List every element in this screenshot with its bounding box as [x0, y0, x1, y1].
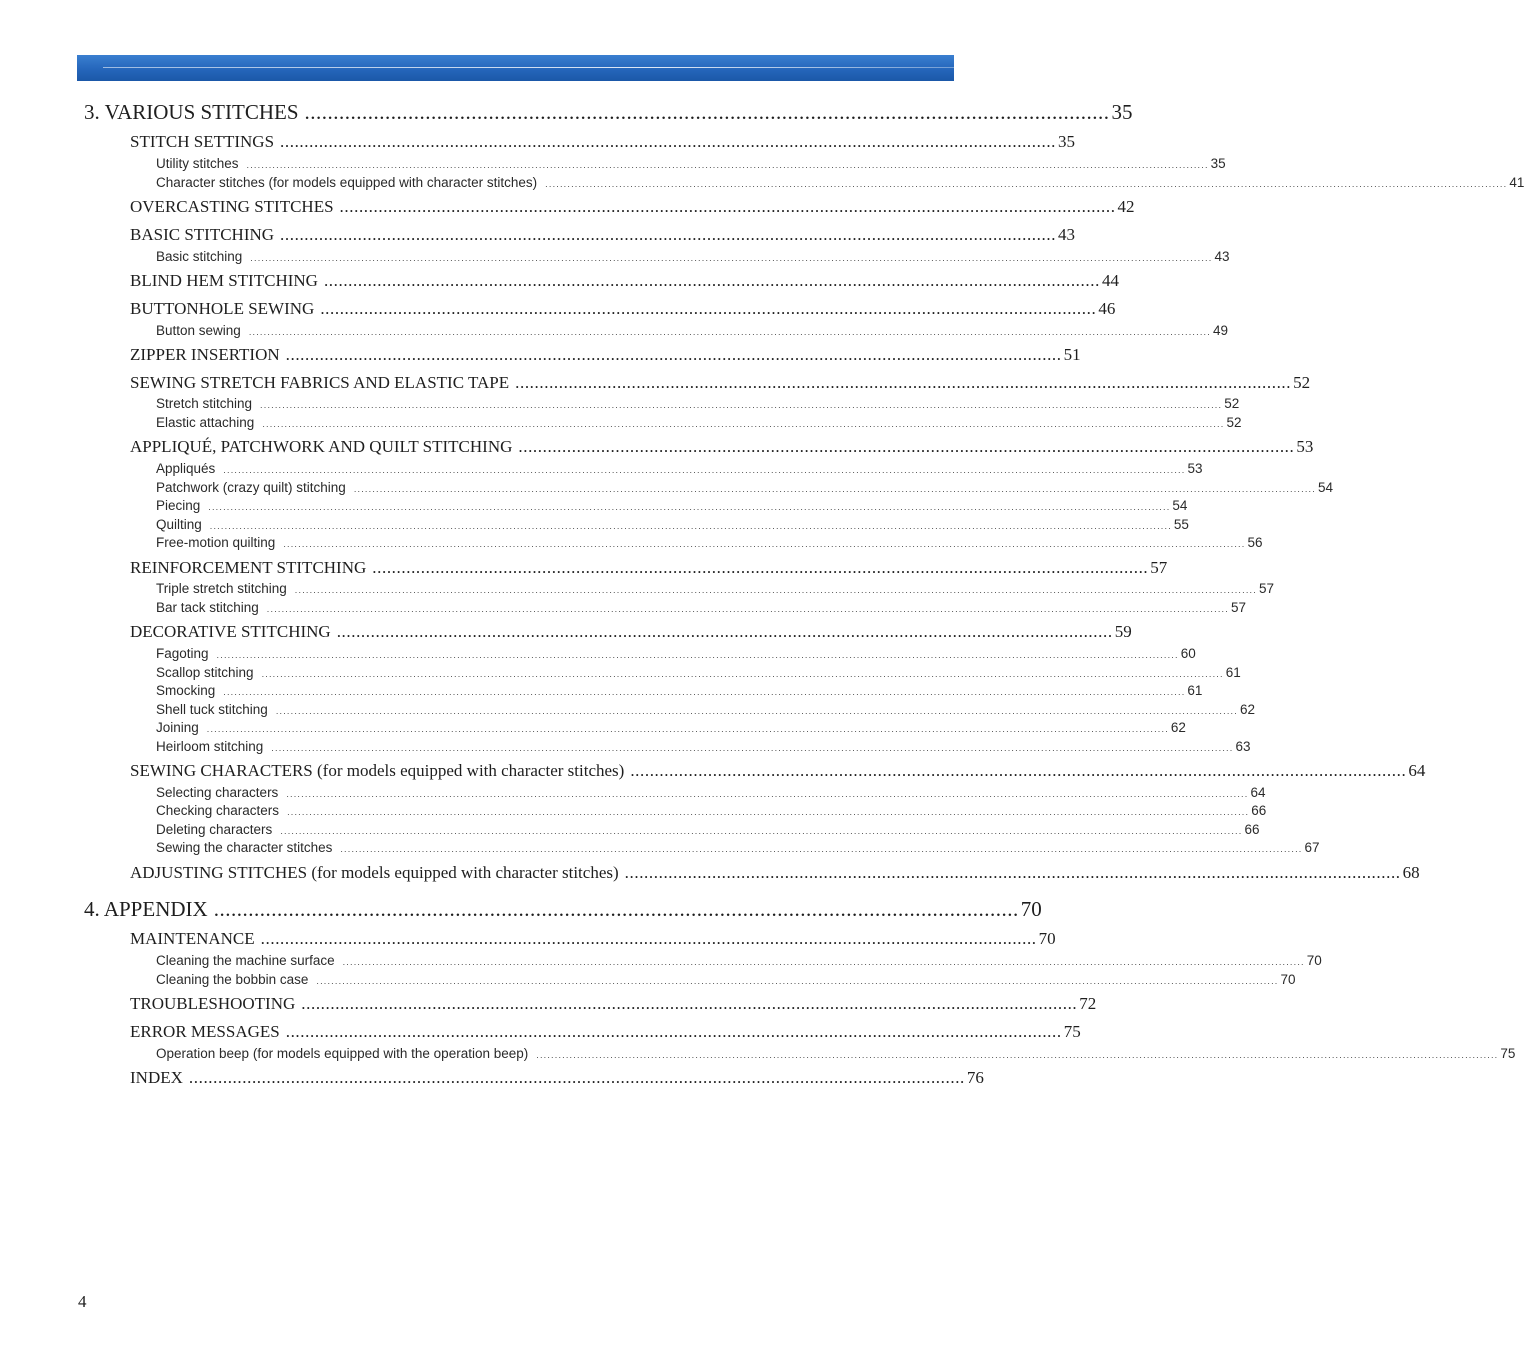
toc-entry-title: Utility stitches: [156, 156, 239, 171]
dot-leader: ....................................................................................................................................................................................................................................................................: [342, 957, 1305, 967]
toc-entry-title: Operation beep (for models equipped with the operation beep): [156, 1046, 529, 1061]
toc-entry-title: Cleaning the bobbin case: [156, 972, 309, 987]
dot-leader: ................................................................................................................................................................: [515, 373, 1292, 392]
toc-entry-title: Shell tuck stitching: [156, 702, 268, 717]
dot-leader: ................................................................................................................................................................: [336, 622, 1113, 641]
toc-entry-sub[interactable]: [156, 683, 1203, 698]
toc-entry-sub[interactable]: [156, 665, 1241, 680]
toc-entry-chapter[interactable]: [84, 897, 1042, 922]
toc-entry-page: 35: [1210, 156, 1226, 171]
toc-entry-section[interactable]: [130, 863, 1420, 883]
toc-entry-title: Triple stretch stitching: [156, 581, 287, 596]
dot-leader: ....................................................................................................................................................................................................................................................................: [246, 160, 1209, 170]
toc-entry-page: 43: [1058, 225, 1076, 244]
toc-entry-title: Quilting: [156, 517, 202, 532]
toc-entry-sub[interactable]: [156, 739, 1251, 754]
dot-leader: ................................................................................................................................................................: [260, 929, 1037, 948]
dot-leader: ................................................................................................................................................................: [518, 437, 1295, 456]
toc-entry-page: 68: [1402, 863, 1420, 882]
dot-leader: ................................................................................................................................................................: [285, 345, 1062, 364]
page-number: 4: [78, 1292, 87, 1311]
toc-entry-title: INDEX: [130, 1068, 183, 1087]
dot-leader: ....................................................................................................................................................................................................................................................................: [223, 465, 1186, 475]
toc-entry-title: Patchwork (crazy quilt) stitching: [156, 480, 346, 495]
dot-leader: ................................................................................................................................................................: [339, 197, 1116, 216]
toc-entry-title: DECORATIVE STITCHING: [130, 622, 331, 641]
toc-entry-section[interactable]: [130, 197, 1135, 217]
toc-entry-sub[interactable]: [156, 517, 1189, 532]
dot-leader: ....................................................................................................................................................................................................................................................................: [286, 789, 1249, 799]
toc-entry-section[interactable]: [130, 558, 1168, 578]
dot-leader: ............................................................................................................................................: [304, 100, 1110, 124]
toc-entry-title: Heirloom stitching: [156, 739, 264, 754]
toc-entry-sub[interactable]: [156, 461, 1203, 476]
dot-leader: ................................................................................................................................................................: [624, 863, 1401, 882]
toc-entry-title: ERROR MESSAGES: [130, 1022, 280, 1041]
toc-entry-title: 4. APPENDIX: [84, 897, 208, 921]
toc-entry-page: 35: [1111, 100, 1133, 124]
toc-entry-page: 64: [1408, 761, 1426, 780]
toc-entry-section[interactable]: [130, 622, 1132, 642]
toc-entry-page: 56: [1247, 535, 1263, 550]
toc-entry-page: 54: [1317, 480, 1333, 495]
toc-entry-sub[interactable]: [156, 785, 1266, 800]
toc-entry-sub[interactable]: [156, 581, 1274, 596]
toc-entry-page: 57: [1230, 600, 1246, 615]
toc-entry-sub[interactable]: [156, 600, 1246, 615]
dot-leader: ................................................................................................................................................................: [188, 1068, 965, 1087]
dot-leader: ....................................................................................................................................................................................................................................................................: [209, 521, 1172, 531]
dot-leader: ....................................................................................................................................................................................................................................................................: [216, 650, 1179, 660]
toc-entry-section[interactable]: [130, 929, 1056, 949]
toc-entry-section[interactable]: [130, 271, 1119, 291]
toc-entry-title: BASIC STITCHING: [130, 225, 275, 244]
dot-leader: ....................................................................................................................................................................................................................................................................: [283, 539, 1246, 549]
toc-entry-sub[interactable]: [156, 840, 1320, 855]
toc-entry-page: 70: [1280, 972, 1296, 987]
dot-leader: ....................................................................................................................................................................................................................................................................: [316, 976, 1279, 986]
toc-entry-page: 57: [1150, 558, 1168, 577]
toc-entry-section[interactable]: [130, 373, 1311, 393]
toc-entry-page: 66: [1251, 803, 1267, 818]
toc-entry-page: 75: [1500, 1046, 1516, 1061]
toc-entry-page: 62: [1239, 702, 1255, 717]
toc-entry-page: 41: [1509, 175, 1524, 190]
toc-entry-sub[interactable]: [156, 249, 1230, 264]
toc-entry-title: SEWING STRETCH FABRICS AND ELASTIC TAPE: [130, 373, 510, 392]
toc-entry-title: Selecting characters: [156, 785, 279, 800]
toc-entry-page: 59: [1114, 622, 1132, 641]
dot-leader: ....................................................................................................................................................................................................................................................................: [275, 706, 1238, 716]
dot-leader: ....................................................................................................................................................................................................................................................................: [260, 400, 1223, 410]
toc-entry-title: Joining: [156, 720, 199, 735]
dot-leader: ................................................................................................................................................................: [630, 761, 1407, 780]
toc-entry-page: 70: [1038, 929, 1056, 948]
toc-entry-title: 3. VARIOUS STITCHES: [84, 100, 299, 124]
toc-entry-title: BUTTONHOLE SEWING: [130, 299, 315, 318]
dot-leader: ....................................................................................................................................................................................................................................................................: [536, 1050, 1499, 1060]
toc-entry-title: Cleaning the machine surface: [156, 953, 335, 968]
toc-entry-section[interactable]: [130, 437, 1314, 457]
toc-entry-title: Free-motion quilting: [156, 535, 276, 550]
dot-leader: ................................................................................................................................................................: [285, 1022, 1062, 1041]
dot-leader: ................................................................................................................................................................: [280, 225, 1057, 244]
dot-leader: ................................................................................................................................................................: [301, 994, 1078, 1013]
toc-entry-page: 64: [1250, 785, 1266, 800]
toc-entry-title: TROUBLESHOOTING: [130, 994, 296, 1013]
toc-entry-page: 52: [1226, 415, 1242, 430]
dot-leader: ....................................................................................................................................................................................................................................................................: [287, 807, 1250, 817]
toc-entry-title: Elastic attaching: [156, 415, 255, 430]
toc-entry-page: 53: [1296, 437, 1314, 456]
dot-leader: ....................................................................................................................................................................................................................................................................: [545, 179, 1508, 189]
toc-entry-title: Fagoting: [156, 646, 209, 661]
toc-entry-section[interactable]: [130, 1068, 984, 1088]
toc-entry-title: Scallop stitching: [156, 665, 254, 680]
dot-leader: ....................................................................................................................................................................................................................................................................: [223, 687, 1186, 697]
toc-entry-title: Appliqués: [156, 461, 216, 476]
toc-entry-sub[interactable]: [156, 803, 1267, 818]
toc-entry-title: Deleting characters: [156, 822, 273, 837]
toc-entry-page: 46: [1098, 299, 1116, 318]
dot-leader: ....................................................................................................................................................................................................................................................................: [208, 502, 1171, 512]
toc-entry-sub[interactable]: [156, 972, 1296, 987]
toc-entry-title: Character stitches (for models equipped with character stitches): [156, 175, 538, 190]
toc-entry-sub[interactable]: [156, 646, 1196, 661]
toc-entry-page: 52: [1224, 396, 1240, 411]
toc-entry-title: Piecing: [156, 498, 201, 513]
dot-leader: ............................................................................................................................................: [213, 897, 1019, 921]
toc-entry-page: 66: [1244, 822, 1260, 837]
toc-entry-sub[interactable]: [156, 396, 1240, 411]
toc-entry-page: 42: [1117, 197, 1135, 216]
toc-entry-page: 51: [1063, 345, 1081, 364]
dot-leader: ....................................................................................................................................................................................................................................................................: [271, 743, 1234, 753]
toc-entry-sub[interactable]: [156, 720, 1186, 735]
toc-entry-title: BLIND HEM STITCHING: [130, 271, 318, 290]
toc-entry-title: Smocking: [156, 683, 216, 698]
toc-entry-sub[interactable]: [156, 480, 1333, 495]
dot-leader: ................................................................................................................................................................: [280, 132, 1057, 151]
toc-entry-title: SEWING CHARACTERS (for models equipped with character stitches): [130, 761, 625, 780]
toc-entry-page: 67: [1304, 840, 1320, 855]
dot-leader: ....................................................................................................................................................................................................................................................................: [294, 585, 1257, 595]
toc-entry-page: 70: [1306, 953, 1322, 968]
toc-entry-section[interactable]: [130, 1022, 1081, 1042]
toc-entry-title: Bar tack stitching: [156, 600, 259, 615]
toc-entry-page: 63: [1235, 739, 1251, 754]
dot-leader: ....................................................................................................................................................................................................................................................................: [248, 327, 1211, 337]
toc-entry-sub[interactable]: [156, 953, 1322, 968]
dot-leader: ....................................................................................................................................................................................................................................................................: [262, 419, 1225, 429]
dot-leader: ....................................................................................................................................................................................................................................................................: [340, 844, 1303, 854]
toc-entry-page: 52: [1293, 373, 1311, 392]
dot-leader: ....................................................................................................................................................................................................................................................................: [206, 724, 1169, 734]
toc-entry-title: Stretch stitching: [156, 396, 253, 411]
toc-entry-sub[interactable]: [156, 415, 1242, 430]
toc-entry-sub[interactable]: [156, 822, 1260, 837]
dot-leader: ....................................................................................................................................................................................................................................................................: [261, 669, 1224, 679]
toc-entry-sub[interactable]: [156, 535, 1263, 550]
dot-leader: ....................................................................................................................................................................................................................................................................: [280, 826, 1243, 836]
toc-entry-section[interactable]: [130, 994, 1097, 1014]
toc-entry-page: 57: [1258, 581, 1274, 596]
toc-entry-sub[interactable]: [156, 1046, 1516, 1061]
toc-entry-title: Checking characters: [156, 803, 280, 818]
toc-entry-title: ADJUSTING STITCHES (for models equipped with character stitches): [130, 863, 619, 882]
toc-entry-page: 76: [966, 1068, 984, 1087]
toc-entry-sub[interactable]: [156, 156, 1226, 171]
toc-entry-title: OVERCASTING STITCHES: [130, 197, 334, 216]
toc-entry-sub[interactable]: [156, 702, 1255, 717]
toc-entry-title: ZIPPER INSERTION: [130, 345, 280, 364]
toc-entry-section[interactable]: [130, 299, 1116, 319]
toc-entry-title: MAINTENANCE: [130, 929, 255, 948]
toc-entry-sub[interactable]: [156, 498, 1188, 513]
dot-leader: ....................................................................................................................................................................................................................................................................: [266, 604, 1229, 614]
dot-leader: ....................................................................................................................................................................................................................................................................: [250, 253, 1213, 263]
toc-entry-section[interactable]: [130, 225, 1076, 245]
toc-entry-chapter[interactable]: [84, 100, 1133, 125]
toc-entry-section[interactable]: [130, 761, 1426, 781]
dot-leader: ................................................................................................................................................................: [323, 271, 1100, 290]
toc-entry-page: 43: [1214, 249, 1230, 264]
toc-entry-section[interactable]: [130, 132, 1076, 152]
toc-entry-section[interactable]: [130, 345, 1081, 365]
dot-leader: ................................................................................................................................................................: [372, 558, 1149, 577]
toc-entry-page: 55: [1173, 517, 1189, 532]
toc-entry-sub[interactable]: [156, 323, 1228, 338]
toc-entry-title: REINFORCEMENT STITCHING: [130, 558, 367, 577]
toc-entry-title: STITCH SETTINGS: [130, 132, 275, 151]
toc-entry-page: 72: [1079, 994, 1097, 1013]
toc-entry-page: 61: [1225, 665, 1241, 680]
toc-entry-title: Basic stitching: [156, 249, 243, 264]
dot-leader: ....................................................................................................................................................................................................................................................................: [353, 484, 1316, 494]
toc-entry-page: 60: [1180, 646, 1196, 661]
toc-entry-title: Sewing the character stitches: [156, 840, 333, 855]
toc-entry-sub[interactable]: [156, 175, 1524, 190]
toc-entry-page: 53: [1187, 461, 1203, 476]
toc-entry-page: 35: [1058, 132, 1076, 151]
toc-entry-page: 49: [1212, 323, 1228, 338]
toc-entry-page: 70: [1020, 897, 1042, 921]
toc-entry-title: Button sewing: [156, 323, 241, 338]
toc-entry-page: 62: [1170, 720, 1186, 735]
toc-entry-page: 44: [1101, 271, 1119, 290]
toc-entry-title: APPLIQUÉ, PATCHWORK AND QUILT STITCHING: [130, 437, 513, 456]
dot-leader: ................................................................................................................................................................: [320, 299, 1097, 318]
toc-entry-page: 75: [1063, 1022, 1081, 1041]
toc-entry-page: 54: [1172, 498, 1188, 513]
toc-entry-page: 61: [1187, 683, 1203, 698]
